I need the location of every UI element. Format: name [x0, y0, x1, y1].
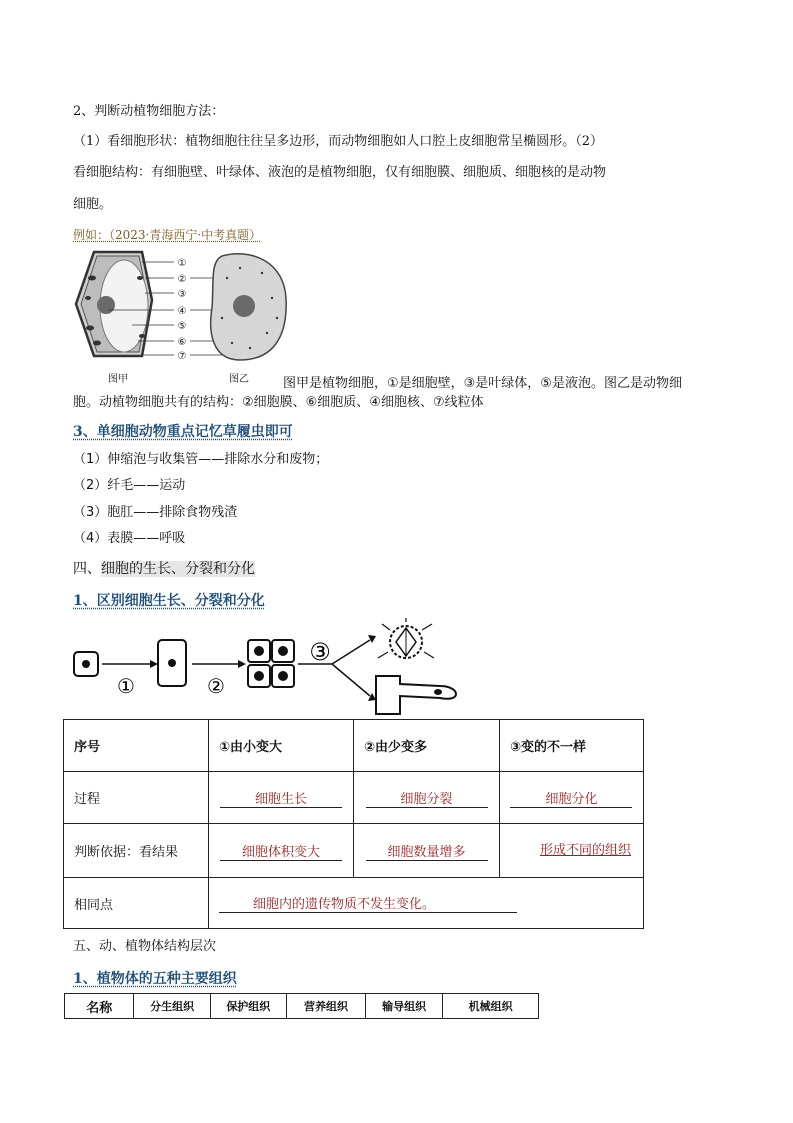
plant-animal-cell-figure [72, 248, 292, 388]
section-4-subtitle: 1、区别细胞生长、分裂和分化 [73, 593, 265, 609]
figure-explanation-1: 图甲是植物细胞，①是细胞壁，③是叶绿体，⑤是液泡。图乙是动物细 [283, 376, 682, 391]
answer-cell: 细胞分裂 [366, 788, 488, 808]
header-cell: 分生组织 [134, 994, 210, 1019]
section-5-subtitle: 1、植物体的五种主要组织 [73, 971, 237, 987]
header-cell: 机械组织 [443, 994, 539, 1019]
answer-cell: 细胞分化 [510, 788, 632, 808]
table-header-row [65, 994, 539, 1019]
list-item: （2）纤毛——运动 [73, 478, 186, 493]
section-5-title: 五、动、植物体结构层次 [73, 939, 217, 954]
figure-explanation-2: 胞。动植物细胞共有的结构：②细胞膜、⑥细胞质、④细胞核、⑦线粒体 [73, 395, 484, 410]
cell-process-table [63, 719, 644, 929]
example-source: 例如：（2023·青海西宁·中考真题） [73, 228, 262, 242]
header-cell: 输导组织 [366, 994, 443, 1019]
answer-cell: 形成不同的组织 [539, 842, 631, 858]
answer-cell: 细胞生长 [220, 788, 342, 808]
answer-cell: 细胞内的遗传物质不发生变化。 [219, 893, 517, 913]
table-row [64, 878, 644, 929]
step-1-label: ① [117, 674, 135, 698]
answer-cell: 细胞数量增多 [366, 841, 488, 861]
section-4-title [73, 558, 255, 578]
section-3-title: 3、单细胞动物重点记忆草履虫即可 [73, 424, 293, 440]
plant-tissue-table [64, 993, 539, 1019]
cell-process-diagram [70, 618, 470, 718]
animal-cell [211, 254, 286, 360]
answer-cell: 细胞体积变大 [220, 841, 342, 861]
step-3-label: ③ [309, 638, 331, 666]
header-cell: 名称 [65, 994, 134, 1019]
section-4-text: 细胞的生长、分裂和分化 [101, 561, 255, 577]
label-4: ④ [177, 306, 187, 317]
table-header-row [64, 720, 644, 772]
label-6: ⑥ [177, 337, 187, 348]
section-2-title: 2、判断动植物细胞方法： [73, 104, 225, 119]
list-item: （3）胞肛——排除食物残渣 [73, 505, 238, 520]
list-item: （4）表膜——呼吸 [73, 531, 186, 546]
differentiated-cell-elongated [376, 676, 456, 714]
plant-cell [76, 252, 152, 356]
header-cell: 营养组织 [286, 994, 365, 1019]
list-item: （1）伸缩泡与收集管——排除水分和废物； [73, 452, 329, 467]
label-2: ② [177, 274, 187, 285]
section-2-line-3: 细胞。 [73, 197, 113, 212]
label-1: ① [177, 258, 187, 269]
header-cell: 序号 [64, 720, 209, 772]
header-cell: ①由小变大 [209, 720, 354, 772]
row-label: 过程 [64, 772, 209, 824]
caption-animal: 图乙 [229, 374, 249, 385]
header-cell: ②由少变多 [354, 720, 500, 772]
step-2-label: ② [207, 674, 225, 698]
row-label: 判断依据：看结果 [64, 824, 209, 878]
label-5: ⑤ [177, 321, 187, 332]
section-2-line-2: 看细胞结构：有细胞壁、叶绿体、液泡的是植物细胞，仅有细胞膜、细胞质、细胞核的是动物 [73, 165, 607, 180]
row-label: 相同点 [64, 878, 209, 929]
caption-plant: 图甲 [108, 374, 128, 385]
section-4-number: 四、 [73, 561, 101, 577]
section-2-line-1: （1）看细胞形状：植物细胞往往呈多边形，而动物细胞如人口腔上皮细胞常呈椭圆形。（2） [73, 134, 604, 149]
table-row [64, 824, 644, 878]
label-7: ⑦ [177, 351, 187, 362]
label-3: ③ [177, 289, 187, 300]
header-cell: 保护组织 [210, 994, 286, 1019]
header-cell: ③变的不一样 [499, 720, 643, 772]
differentiated-cell-round [378, 618, 434, 658]
table-row [64, 772, 644, 824]
